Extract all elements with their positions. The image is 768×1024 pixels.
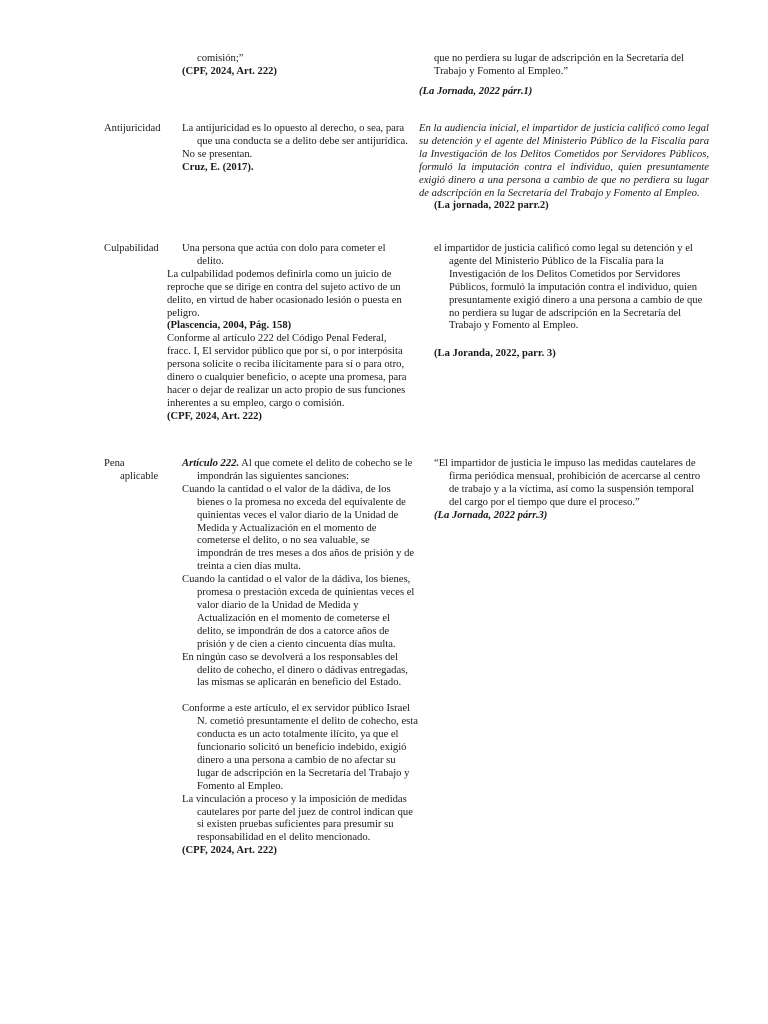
antijuricidad-right-cell bbox=[419, 123, 709, 213]
pena-no-return: En ningún caso se devolverá a los responsables del delito de cohecho, el dinero o dádivas entregadas, las mismas se aplicarán en beneficio del Estado. bbox=[182, 651, 408, 689]
culpabilidad-definition: La culpabilidad podemos definirla como un juicio de reproche que se dirige en contra del sujeto activo de un delito, en virtud de haber ocasionado lesión o puesta en peligro. bbox=[167, 268, 402, 319]
pena-sanction-2: Cuando la cantidad o el valor de la dádiva, los bienes, promesa o prestación exceda de quinientas veces el valor diario de la Unidad de Medida y Actualización en el momento de cometerse el delito, se impondrán de dos a catorce años de prisión y de cien a ciento cincuenta días multa. bbox=[182, 574, 415, 650]
culpabilidad-left-cell bbox=[167, 243, 407, 424]
antijuricidad-note: No se presentan. bbox=[182, 148, 253, 160]
pena-citation: (CPF, 2024, Art. 222) bbox=[182, 845, 277, 857]
pena-case-text: “El impartidor de justicia le impuso las medidas cautelares de firma periódica mensual, prohibición de acercarse al centro de trabajo y a la víctima, así como la suspensión temporal del cargo por el tiempo que dure el proceso.” bbox=[434, 458, 701, 508]
pena-article-intro bbox=[182, 458, 418, 484]
antijuricidad-case-citation: (La jornada, 2022 parr.2) bbox=[434, 200, 549, 212]
culpabilidad-right-cell bbox=[434, 243, 709, 361]
row-label-aplicable: aplicable bbox=[120, 470, 159, 482]
pena-vinculacion: La vinculación a proceso y la imposición de medidas cautelares por parte del juez de control indican que si existen pruebas suficientes para presumir su responsabilidad en el delito mencionado. bbox=[182, 793, 413, 844]
row-label-pena-aplicable bbox=[104, 458, 168, 484]
top-left-citation: (CPF, 2024, Art. 222) bbox=[182, 65, 277, 77]
row-label-pena: Pena bbox=[104, 458, 125, 469]
culpabilidad-article: Conforme al artículo 222 del Código Penal Federal, fracc. I, El servidor público que por sí, o por interpósita persona solicite o reciba ilícitamente para sí o para otro, dinero o cualquier beneficio, o acepte una promesa, para hacer o dejar de realizar un acto propio de sus funciones inherentes a su empleo, cargo o comisión. bbox=[167, 333, 407, 409]
top-right-tail: que no perdiera su lugar de adscripción en la Secretaría del Trabajo y Fomento al Empleo.” bbox=[434, 53, 685, 77]
antijuricidad-citation: Cruz, E. (2017). bbox=[182, 161, 254, 173]
pena-article-title: Artículo 222. bbox=[182, 458, 240, 469]
row-label-culpabilidad: Culpabilidad bbox=[104, 243, 159, 254]
antijuricidad-left-cell bbox=[182, 123, 417, 175]
antijuricidad-definition: La antijuricidad es lo opuesto al derecho, o sea, para que una conducta se a delito debe ser antijurídica. bbox=[182, 123, 408, 147]
pena-right-cell bbox=[434, 458, 709, 523]
top-right-continuation bbox=[419, 53, 709, 99]
culpabilidad-case-text: el impartidor de justicia calificó como legal su detención y el agente del Ministerio Público de la Fiscalía para la Investigación de los Delitos Cometidos por Servidores Públicos, formuló la imputación contra el individuo, quien presuntamente exigió dinero a una persona a cambio de que no perdiera su lugar de adscripción en la Secretaría del Trabajo y Fomento al Empleo. bbox=[434, 243, 703, 332]
pena-left-cell bbox=[182, 458, 418, 858]
culpabilidad-citation-1: (Plascencia, 2004, Pág. 158) bbox=[167, 320, 292, 332]
pena-case-citation: (La Jornada, 2022 párr.3) bbox=[434, 509, 548, 521]
pena-sanction-1: Cuando la cantidad o el valor de la dádiva, de los bienes o la promesa no exceda del equivalente de quinientas veces el valor diario de la Unidad de Medida y Actualización en el momento de cometerse el delito, o no sea valuable, se impondrán de tres meses a dos años de prisión y de treinta a cien días multa. bbox=[182, 483, 415, 573]
top-left-tail: comisión;” bbox=[197, 53, 244, 64]
antijuricidad-case-text: En la audiencia inicial, el impartidor de justicia calificó como legal su detención y el agente del Ministerio Público de la Fiscalía para la Investigación de los Delitos Cometidos por Servidores Públicos, formuló la imputación contra el individuo, quien presuntamente exigió dinero a una persona a cambio de que no perdiera su lugar de adscripción en la Secretaría del Trabajo y Fomento al Empleo. bbox=[419, 123, 709, 199]
row-label-antijuricidad: Antijuricidad bbox=[104, 123, 161, 134]
culpabilidad-citation-2: (CPF, 2024, Art. 222) bbox=[167, 410, 262, 422]
culpabilidad-dolo: Una persona que actúa con dolo para cometer el delito. bbox=[182, 243, 386, 267]
pena-analysis: Conforme a este artículo, el ex servidor público Israel N. cometió presuntamente el delito de cohecho, esta conducta es un acto totalmente ilícito, ya que el funcionario solicitó un beneficio indebido, exigió dinero a una persona a cambio de no afectar su lugar de adscripción en la Secretaría del Trabajo y Fomento al Empleo. bbox=[182, 703, 418, 792]
top-right-citation: (La Jornada, 2022 párr.1) bbox=[419, 85, 533, 97]
culpabilidad-case-citation: (La Joranda, 2022, parr. 3) bbox=[434, 348, 556, 360]
pena-article-intro-text: Al que comete el delito de cohecho se le impondrán las siguientes sanciones: bbox=[197, 458, 413, 482]
top-left-continuation bbox=[182, 53, 417, 79]
